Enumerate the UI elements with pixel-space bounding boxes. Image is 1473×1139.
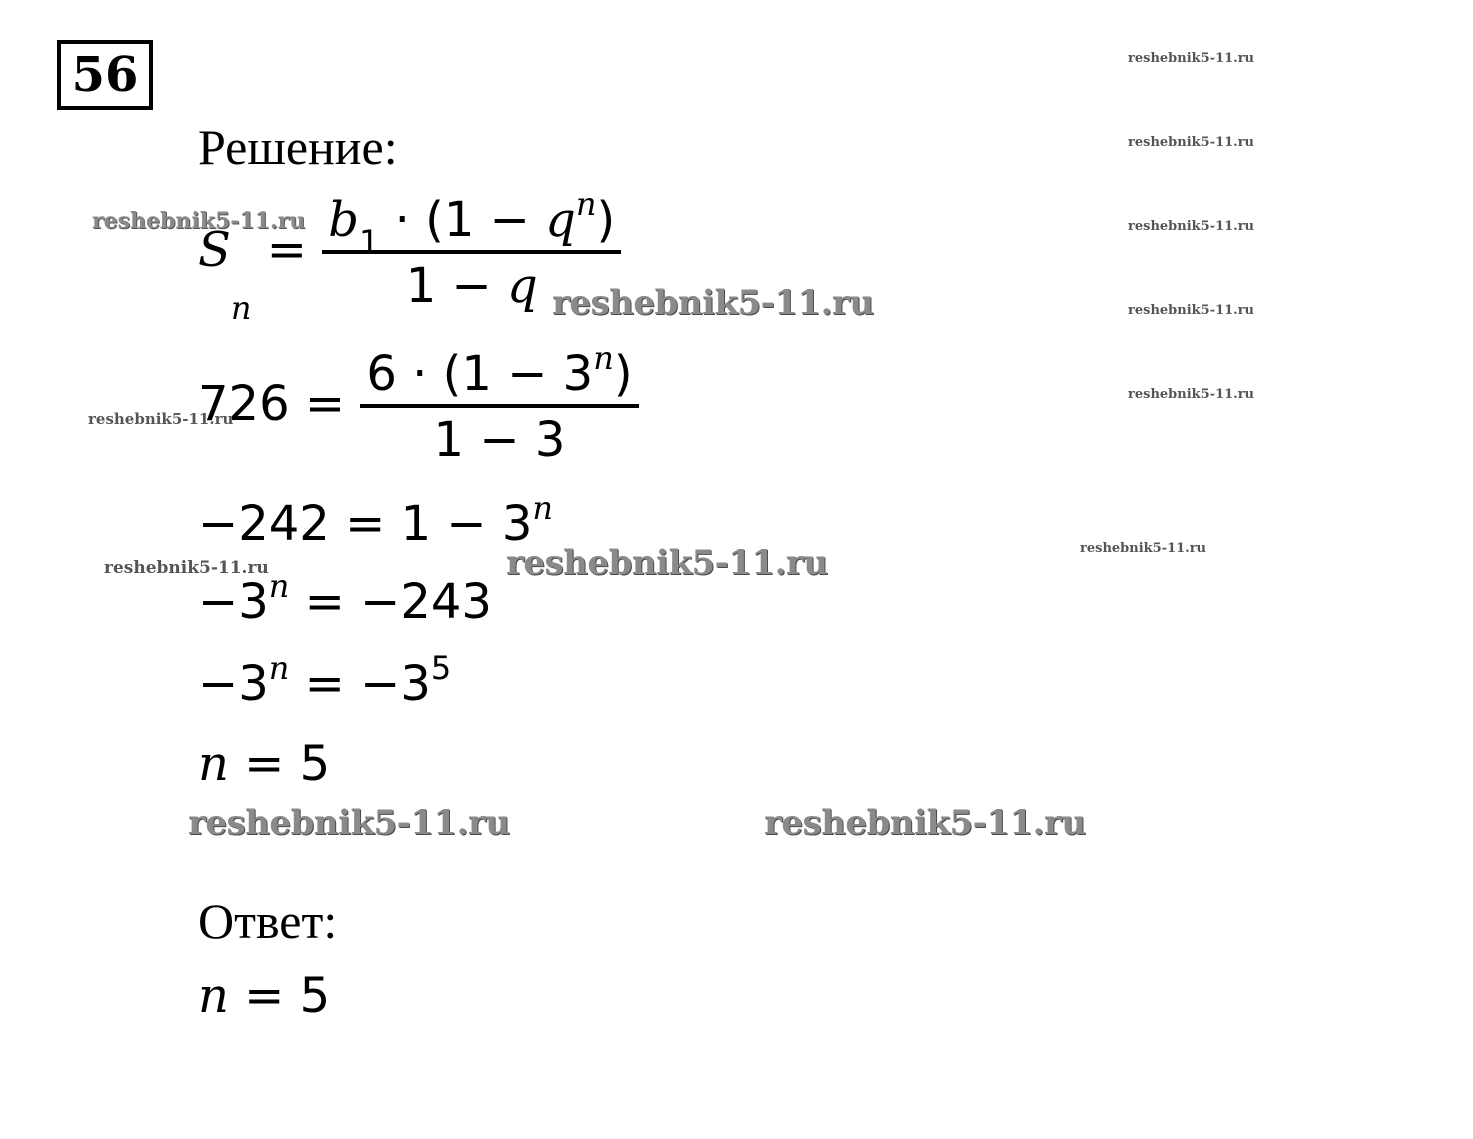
denominator-q: q: [507, 258, 538, 314]
step2-left: −3: [198, 574, 269, 630]
watermark: reshebnik5-11.ru: [104, 558, 269, 578]
numerator-exp: n: [575, 185, 597, 223]
step-line-1: [198, 489, 553, 552]
numerator-close: ): [596, 192, 616, 248]
answer-rest: = 5: [228, 968, 331, 1024]
watermark: reshebnik5-11.ru: [92, 208, 306, 234]
numerator-q: q: [545, 192, 576, 248]
numerator-rest: · (1 −: [379, 192, 546, 248]
result-rest: = 5: [228, 736, 331, 792]
substitution-lhs: 726 =: [198, 376, 346, 432]
watermark: reshebnik5-11.ru: [764, 803, 1086, 843]
substitution-numerator: [360, 339, 638, 404]
numerator-b-sub: 1: [358, 223, 380, 261]
step2-exp: n: [268, 567, 290, 605]
denominator-start: 1 −: [405, 258, 507, 314]
step-line-2: [198, 567, 492, 630]
watermark: reshebnik5-11.ru: [1128, 387, 1255, 402]
task-number: 56: [71, 47, 139, 103]
formula-lhs-var: S: [198, 222, 231, 278]
step3-mid: = −3: [289, 656, 431, 712]
watermark: reshebnik5-11.ru: [552, 283, 874, 323]
watermark: reshebnik5-11.ru: [1080, 541, 1207, 556]
step3-exp2: 5: [430, 649, 452, 687]
result-line: [198, 736, 331, 792]
answer-var: n: [198, 968, 229, 1024]
step2-right: = −243: [289, 574, 492, 630]
sub-num-exp: n: [593, 339, 614, 377]
substitution-equation: [198, 339, 639, 468]
result-var: n: [198, 736, 229, 792]
formula-lhs-sub: n: [230, 289, 252, 327]
watermark: reshebnik5-11.ru: [1128, 303, 1255, 318]
formula-eq: =: [266, 222, 307, 278]
substitution-denominator: 1 − 3: [433, 412, 566, 468]
step3-left: −3: [198, 656, 269, 712]
step-line-3: [198, 649, 452, 712]
step1-exp: n: [532, 489, 553, 527]
answer-line: [198, 968, 331, 1024]
sub-num-close: ): [613, 346, 633, 402]
watermark: reshebnik5-11.ru: [1128, 51, 1255, 66]
watermark: reshebnik5-11.ru: [188, 803, 510, 843]
sub-num-start: 6 · (1 − 3: [366, 346, 594, 402]
task-number-box: [57, 40, 153, 110]
watermark: reshebnik5-11.ru: [506, 543, 828, 583]
step1-left: −242 = 1 − 3: [198, 496, 533, 552]
numerator-b: b: [328, 192, 359, 248]
answer-heading: Ответ:: [198, 893, 338, 949]
formula-numerator: [322, 185, 621, 261]
watermark: reshebnik5-11.ru: [1128, 219, 1255, 234]
formula-denominator: [405, 254, 538, 314]
watermark: reshebnik5-11.ru: [88, 410, 234, 428]
watermark: reshebnik5-11.ru: [1128, 135, 1255, 150]
solution-heading: Решение:: [198, 119, 398, 175]
step3-exp: n: [268, 649, 290, 687]
substitution-fraction: [360, 339, 638, 468]
